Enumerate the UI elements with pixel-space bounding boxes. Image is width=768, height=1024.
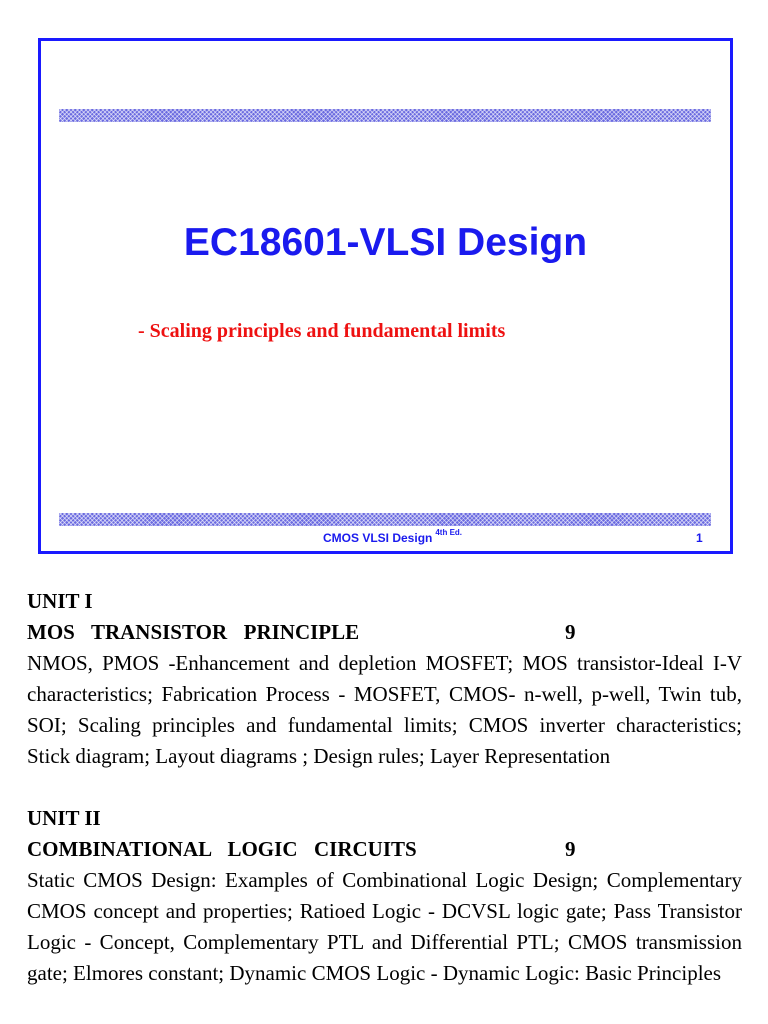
slide-title: EC18601-VLSI Design bbox=[183, 221, 588, 264]
unit-number: UNIT II bbox=[27, 806, 101, 830]
slide-frame bbox=[38, 38, 733, 554]
unit-body: NMOS, PMOS -Enhancement and depletion MOSFET; MOS transistor-Ideal I-V characteristics; Fabrication Process - MOSFET, CMOS- n-well, p-well, Twin tub, SOI; Scaling principles and fundamental limits; CMOS inverter characteristics; Stick diagram; Layout diagrams ; Design rules; Layer Representation bbox=[27, 651, 742, 768]
slide-footer-edition: 4th Ed. bbox=[435, 528, 463, 537]
slide-page-number: 1 bbox=[696, 531, 703, 545]
syllabus-text bbox=[27, 586, 742, 1020]
unit-heading: COMBINATIONAL LOGIC CIRCUITS bbox=[27, 837, 417, 861]
slide-footer bbox=[323, 528, 463, 545]
unit-body: Static CMOS Design: Examples of Combinational Logic Design; Complementary CMOS concept and properties; Ratioed Logic - DCVSL logic gate; Pass Transistor Logic - Concept, Complementary PTL and Differential PTL; CMOS transmission gate; Elmores constant; Dynamic CMOS Logic - Dynamic Logic: Basic Principles bbox=[27, 868, 742, 985]
unit-hours: 9 bbox=[565, 837, 576, 861]
decorative-hatch-bar-top bbox=[59, 109, 711, 122]
unit-heading: MOS TRANSISTOR PRINCIPLE bbox=[27, 620, 360, 644]
unit-heading-row bbox=[27, 617, 742, 648]
unit-heading-row bbox=[27, 834, 742, 865]
unit-hours: 9 bbox=[565, 620, 576, 644]
unit-section bbox=[27, 586, 742, 772]
slide-subtitle: - Scaling principles and fundamental limits bbox=[138, 320, 506, 342]
unit-section bbox=[27, 803, 742, 989]
decorative-hatch-bar-bottom bbox=[59, 513, 711, 526]
slide-footer-text: CMOS VLSI Design bbox=[323, 531, 433, 545]
unit-number: UNIT I bbox=[27, 589, 93, 613]
